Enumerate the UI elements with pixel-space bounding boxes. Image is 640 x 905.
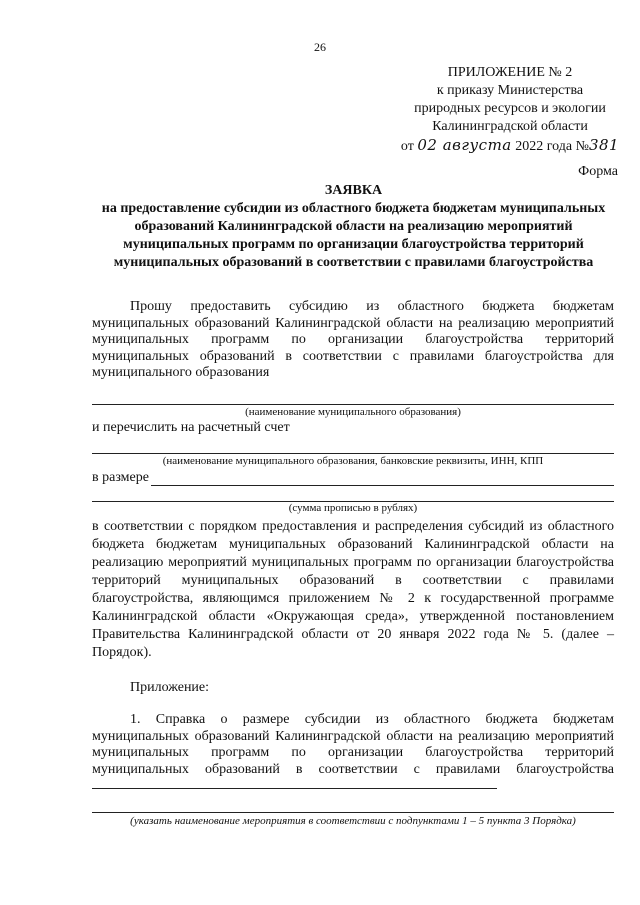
transfer-text: и перечислить на расчетный счет xyxy=(92,420,290,435)
attachment-item-1 xyxy=(92,712,614,795)
appendix-line: природных ресурсов и экологии xyxy=(414,101,606,116)
caption-municipality: (наименование муниципального образования) xyxy=(245,406,461,418)
amount-label: в размере xyxy=(92,470,149,485)
attachments-label: Приложение: xyxy=(130,680,210,695)
appendix-header xyxy=(390,64,630,156)
attachment-item-1-text: 1. Справка о размере субсидии из областного бюджета бюджетам муниципальных образований Калининградской области на реализацию мероприятий муниципальных программ по организации благоустройства территорий муниципальных образований в соответствии с правилами благоустройства xyxy=(92,712,614,777)
form-label: Форма xyxy=(578,164,618,179)
caption-bank: (наименование муниципального образования, банковские реквизиты, ИНН, КПП xyxy=(162,455,544,467)
caption-item1: (указать наименование мероприятия в соответствии с подпунктами 1 – 5 пункта 3 Порядка) xyxy=(130,815,576,827)
caption-amount: (сумма прописью в рублях) xyxy=(288,502,418,514)
procedure-paragraph: в соответствии с порядком предоставления и распределения субсидий из областного бюджета бюджетам муниципальных образований Калининградской области на реализацию мероприятий муниципальных программ по организации благоустройства территорий муниципальных образований в соответствии с правилами благоустройства, являющимся приложением № 2 к государственной программе Калининградской области «Окружающая среда», утвержденной постановлением Правительства Калининградской области от 20 января 2022 года № 5. (далее – Порядок). xyxy=(92,519,614,660)
intro-paragraph: Прошу предоставить субсидию из областного бюджета бюджетам муниципальных образований Калининградской области на реализацию мероприятий муниципальных программ по организации благоустройства территорий муниципальных образований в соответствии с правилами благоустройства для муниципального образования xyxy=(92,299,614,381)
date-prefix: от xyxy=(400,139,414,154)
appendix-line: ПРИЛОЖЕНИЕ № 2 xyxy=(447,65,573,80)
document-title xyxy=(90,182,617,272)
title-heading: ЗАЯВКА xyxy=(324,183,383,198)
attachment-item-1-line xyxy=(92,778,497,789)
page-number: 26 xyxy=(314,40,326,54)
handwritten-number: 381 xyxy=(588,136,620,154)
handwritten-date: 02 августа xyxy=(417,136,512,154)
appendix-line: к приказу Министерства xyxy=(436,83,584,98)
bank-details-line xyxy=(92,453,614,454)
title-subtitle: на предоставление субсидии из областного бюджета бюджетам муниципальных образований Калининградской области на реализацию мероприятий муниципальных программ по организации благоустройства территорий муниципальных образований в соответствии с правилами благоустройства xyxy=(101,201,606,270)
measure-name-line xyxy=(92,812,614,813)
date-year: 2022 года № xyxy=(515,139,589,154)
appendix-date-line xyxy=(390,136,630,156)
amount-row xyxy=(92,470,614,486)
amount-line xyxy=(151,473,614,486)
municipality-name-line xyxy=(92,404,614,405)
appendix-line: Калининградской области xyxy=(432,119,588,134)
